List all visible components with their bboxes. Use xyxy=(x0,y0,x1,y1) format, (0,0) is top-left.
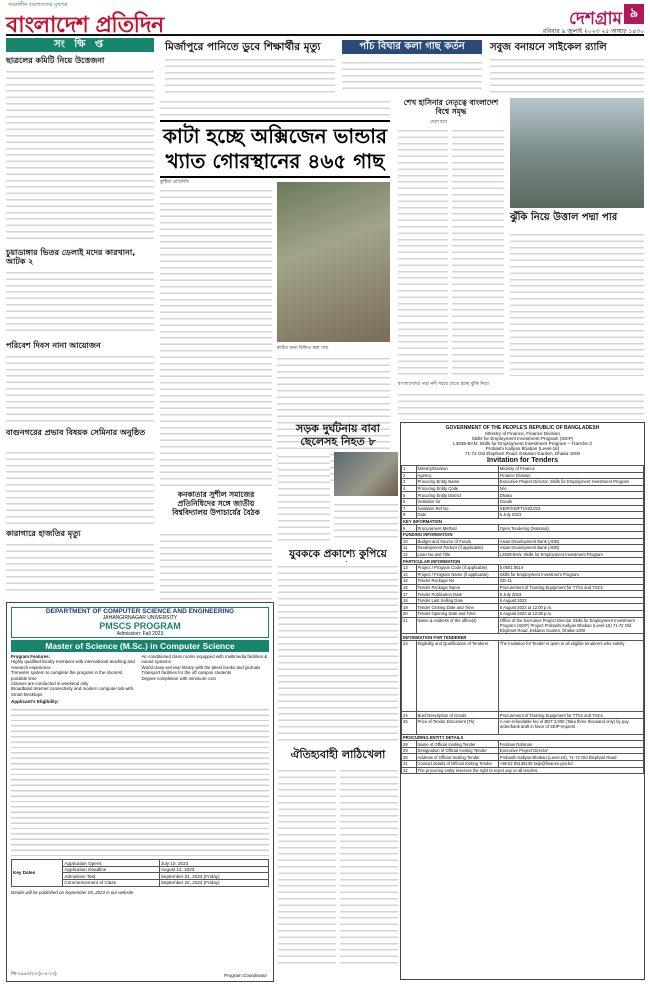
ad-feature: Classes are conducted in weekend only xyxy=(11,681,89,687)
newspaper-logo: বাংলাদেশ প্রতিদিন xyxy=(6,13,164,38)
university-ad xyxy=(6,602,274,982)
heritage-col1 xyxy=(278,766,336,966)
table-section: INFORMATION FOR TENDERER xyxy=(402,634,644,641)
ad-feature: Transport facilities for the off campus students xyxy=(141,670,232,676)
ad-header xyxy=(11,607,269,638)
table-row: Admission Test September 01, 2023 (Friday) xyxy=(12,873,269,880)
story-sheikh-sub: দেশে হবে xyxy=(430,120,448,125)
story-sheikh-col1 xyxy=(398,126,448,376)
table-row: 31 Contact details of Official Inviting Tender +88 02 55138130 seip@finance.gov.bd xyxy=(402,761,644,768)
logo-tagline: সমকালীন বাংলাদেশের মুখপত্র xyxy=(8,2,68,8)
padma-photo xyxy=(510,98,644,208)
brief-5-headline: কারাগারে হাজতির মৃত্যু xyxy=(6,529,81,538)
table-row: Commencement of Class September 22, 2023 (Friday) xyxy=(12,880,269,887)
story-university-body xyxy=(160,530,272,600)
tender-ministry: Ministry of Finance, Finance Division xyxy=(485,431,560,436)
table-row: 23 Eligibility and Qualification of Tenderer The Invitation for Tender is open to all eligible tenderers who satisfy xyxy=(402,640,644,712)
table-row: 1 Ministry/Division Ministry of Finance xyxy=(402,466,644,473)
ad-feature: Highly qualified faculty members with international teaching and research experience xyxy=(11,659,135,670)
story-sheikh-hasina-headline: শেখ হাসিনার নেতৃত্বে বাংলাদেশ বিশ্বে সমৃদ্ধ xyxy=(403,98,499,116)
brief-3-headline: পরিবেশ দিবস নানা আয়োজন xyxy=(6,341,101,350)
ad-feature: Degree completion with minimum cost xyxy=(141,675,216,681)
ad-university: JAHANGIRNAGAR UNIVERSITY xyxy=(102,615,178,621)
ad-degree: Master of Science (M.Sc.) in Computer Science xyxy=(11,640,269,652)
table-row: 14 Project / Program Name (if applicable) Skills for Employment Investment Program xyxy=(402,571,644,578)
road-accident-col1 xyxy=(278,452,330,542)
table-row: 29 Designation of Official Inviting Tender Executive Project Director xyxy=(402,747,644,754)
brief-2-headline: চুয়াডাঙ্গার ভিতর ডেলাই মদের কারখানা, আটক ২ xyxy=(6,248,136,266)
table-row: 16 Tender Package Name Procurement of Training Equipment for TTCs and TSCs xyxy=(402,584,644,591)
lead-photo xyxy=(277,182,390,342)
table-row: 4 Procuring Entity Code N/A xyxy=(402,485,644,492)
tender-loan: L3939-BAN: Skills for Employment Investment Program – Tranche 3 xyxy=(453,441,592,446)
ad-program: PMSCS PROGRAM xyxy=(99,621,181,631)
tender-address2: 71-72 Old Elephant Road, Eskaton Garden, Dhaka-1000 xyxy=(464,451,581,456)
ad-eligibility-head: Applicant's Eligibility: xyxy=(11,699,59,705)
road-accident-headline: সড়ক দুর্ঘটনায় বাবা ছেলেসহ নিহত ৮ xyxy=(296,422,380,448)
murder-body xyxy=(278,562,398,742)
brief-news-banner: সং ক্ষি প্ত xyxy=(6,38,154,52)
top-story-2-body xyxy=(342,58,482,93)
table-row: 5 Procuring Entity District Dhaka xyxy=(402,492,644,499)
brief-1-body xyxy=(6,67,154,243)
top-story-3-headline: সবুজ বনায়নে সাইকেল র‌্যালি xyxy=(490,42,607,53)
left-column xyxy=(6,38,154,598)
tender-notice xyxy=(400,422,645,980)
page-number: ৯ xyxy=(624,4,644,24)
ad-coordinator: Program Coordinator xyxy=(224,973,267,978)
table-row: 18 Tender Last Selling Date 6 August 2023 xyxy=(402,597,644,604)
lead-byline: কুষ্টিয়া প্রতিনিধি xyxy=(160,180,189,185)
section-title: দেশগ্রাম xyxy=(569,9,622,29)
brief-4-headline: বাগুনগরের প্রভাব বিষয়ক সেমিনার অনুষ্ঠিত xyxy=(6,428,146,437)
table-section: KEY INFORMATION xyxy=(402,518,644,525)
table-row: 9 Procurement Method Open Tendering (National) xyxy=(402,525,644,532)
masthead xyxy=(6,4,644,36)
dateline: রবিবার ৯ জুলাই ২০২৩ ২৫ আষাঢ় ১৪৩০ xyxy=(542,28,644,35)
brief-2-body xyxy=(6,268,154,336)
top-story-1-body xyxy=(165,55,335,93)
ad-key-dates xyxy=(11,859,269,886)
story-university-headline: কনকাতার সুশীল সমাজের প্রতিনিধিদের সঙ্গে জাতীয় বিশ্ববিদ্যালয় উপাচার্যের বৈঠক xyxy=(172,490,260,517)
table-row: 10 Budget and Source of Funds Asian Development Bank (ADB) xyxy=(402,538,644,545)
tender-title: Invitation for Tenders xyxy=(486,457,559,464)
lead-headline-box xyxy=(160,120,390,178)
table-row: 13 Project / Program Code (if applicable) 5.0601.0514 xyxy=(402,564,644,571)
table-row: 21 Name & Address of the office(s) Office of the Executive Project Director Skills for Employment Investment Program (SEIP) Project Probashi Kallyan Bhaban (Level-16) 71-72 Old Elephant Road, Eskaton Garden, Dhaka-1000 xyxy=(402,617,644,634)
table-row: 2 Agency Finance Division xyxy=(402,472,644,479)
brief-3-body xyxy=(6,352,154,424)
ad-eligibility-body xyxy=(11,706,269,856)
heritage-col2 xyxy=(340,766,398,966)
table-row: Key Dates Application Opens July 10, 2023 xyxy=(12,860,269,867)
table-row: 19 Tender Closing Date and Time 6 August 2023 at 12:00 p.m. xyxy=(402,604,644,611)
table-section: PROCURING ENTITY DETAILS xyxy=(402,734,644,741)
murder-headline: যুবককে প্রকাশ্যে কুপিয়ে xyxy=(289,548,387,560)
padma-body xyxy=(510,230,644,376)
tender-gov: GOVERNMENT OF THE PEOPLE'S REPUBLIC OF BANGLADESH xyxy=(445,425,600,431)
ad-feature: Trimester system to complete the program in the shortest possible time xyxy=(11,670,123,681)
road-accident-photo xyxy=(334,452,398,496)
table-row: 3 Procuring Entity Name Executive Project Director, Skills for Employment Investment Program xyxy=(402,479,644,486)
table-row: 20 Tender Opening Date and Time 6 August 2023 at 12:30 p.m. xyxy=(402,611,644,618)
table-row: 17 Tender Publication Date 5 July 2023 xyxy=(402,591,644,598)
ad-features-head: Program Features: xyxy=(11,654,51,659)
top-story-2-headline: পাঁচ বিঘার কলা গাছ কর্তন xyxy=(342,40,482,54)
table-row: 32 The procuring entity reserves the right to reject any or all tenders. xyxy=(402,767,644,774)
top-story-1-headline: মির্জাপুরে পানিতে ডুবে শিক্ষার্থীর মৃত্যু xyxy=(165,41,321,53)
ad-feature: World class seminar library with the latest books and journals xyxy=(141,664,261,670)
table-row: 8 Date 5 July 2023 xyxy=(402,512,644,519)
tender-table-1 xyxy=(401,465,644,774)
table-row: 30 Address of Official Inviting Tender Probashi Kallyan Bhaban (Level-16), 71-72 Old Elephant Road xyxy=(402,754,644,761)
ad-website-note: Details will be published on September 05, 2023 in our website xyxy=(11,889,134,895)
lead-headline-line2: খ্যাত গোরস্থানের ৪৬৫ গাছ xyxy=(165,149,385,173)
ad-feature: Broadband Internet connectivity and modern computer lab with Smart Desktops xyxy=(11,686,134,697)
lead-body-col1 xyxy=(160,186,272,486)
brief-1-headline: ছাত্রলের কমিটি নিয়ে উত্তেজনা xyxy=(6,56,105,65)
table-row: Application Deadline August 12, 2023 xyxy=(12,866,269,873)
padma-body-2 xyxy=(398,390,644,420)
brief-4-body xyxy=(6,448,154,524)
table-section: FUNDING INFORMATION xyxy=(402,531,644,538)
top-story-3-body xyxy=(490,55,644,93)
brief-5-body xyxy=(6,540,154,592)
table-row: 11 Development Partner (if applicable) Asian Development Bank (ADB) xyxy=(402,545,644,552)
padma-headline: ঝুঁকি নিয়ে উত্তাল পদ্মা পার xyxy=(510,212,618,223)
story-sheikh-col2 xyxy=(452,126,504,376)
ad-department: DEPARTMENT OF COMPUTER SCIENCE AND ENGINEERING xyxy=(45,608,235,615)
table-row: 28 Name of Official Inviting Tender Ferdous Rahman xyxy=(402,741,644,748)
road-accident-col2 xyxy=(334,500,398,542)
tender-address: Probashi Kallyan Bhaban (Level-16) xyxy=(485,446,560,451)
ad-code: জি-১৯৪০/২৩ (৮-৭-২৩) xyxy=(11,971,57,976)
table-row: 6 Invitation for Goods xyxy=(402,498,644,505)
lead-intro xyxy=(160,97,390,117)
table-row: 25 Price of Tender Document (Tk) A non-refundable fee of BDT 3,000 (Taka three thousand only) by pay order/bank draft in favor of SEIP-Imprest xyxy=(402,719,644,735)
tender-skills: Skills for Employment Investment Program (SEIP) xyxy=(471,436,574,441)
lead-headline-line1: কাটা হচ্ছে অক্সিজেন ভান্ডার xyxy=(163,124,387,148)
table-row: 15 Tender Package No GD-11 xyxy=(402,578,644,585)
table-section: PARTICULAR INFORMATION xyxy=(402,558,644,565)
ad-admission: Admission: Fall 2023 xyxy=(116,631,164,637)
table-row: 7 Invitation Ref No SEIP/GD/FTI/2023/23 xyxy=(402,505,644,512)
table-row: 24 Brief Description of Goods Procurement of Training Equipment for TTCs and TSCs xyxy=(402,712,644,719)
heritage-headline: ঐতিহ্যবাহী লাঠিখেলা xyxy=(290,748,386,761)
ad-feature: Air-conditioned class rooms equipped with multimedia facilities & sound systems xyxy=(141,654,268,665)
padma-photo-caption: বাংলাদেশের পদ্মা নদী শহরে যেতে হচ্ছে ঝুঁকি নিয়ে xyxy=(398,382,489,387)
lead-photo-caption: কাটার জন্য চিহ্নিত করা গাছ xyxy=(277,346,329,351)
table-row: 12 Loan No and Title L3939-BAN: Skills for Employment Investment Program xyxy=(402,551,644,558)
